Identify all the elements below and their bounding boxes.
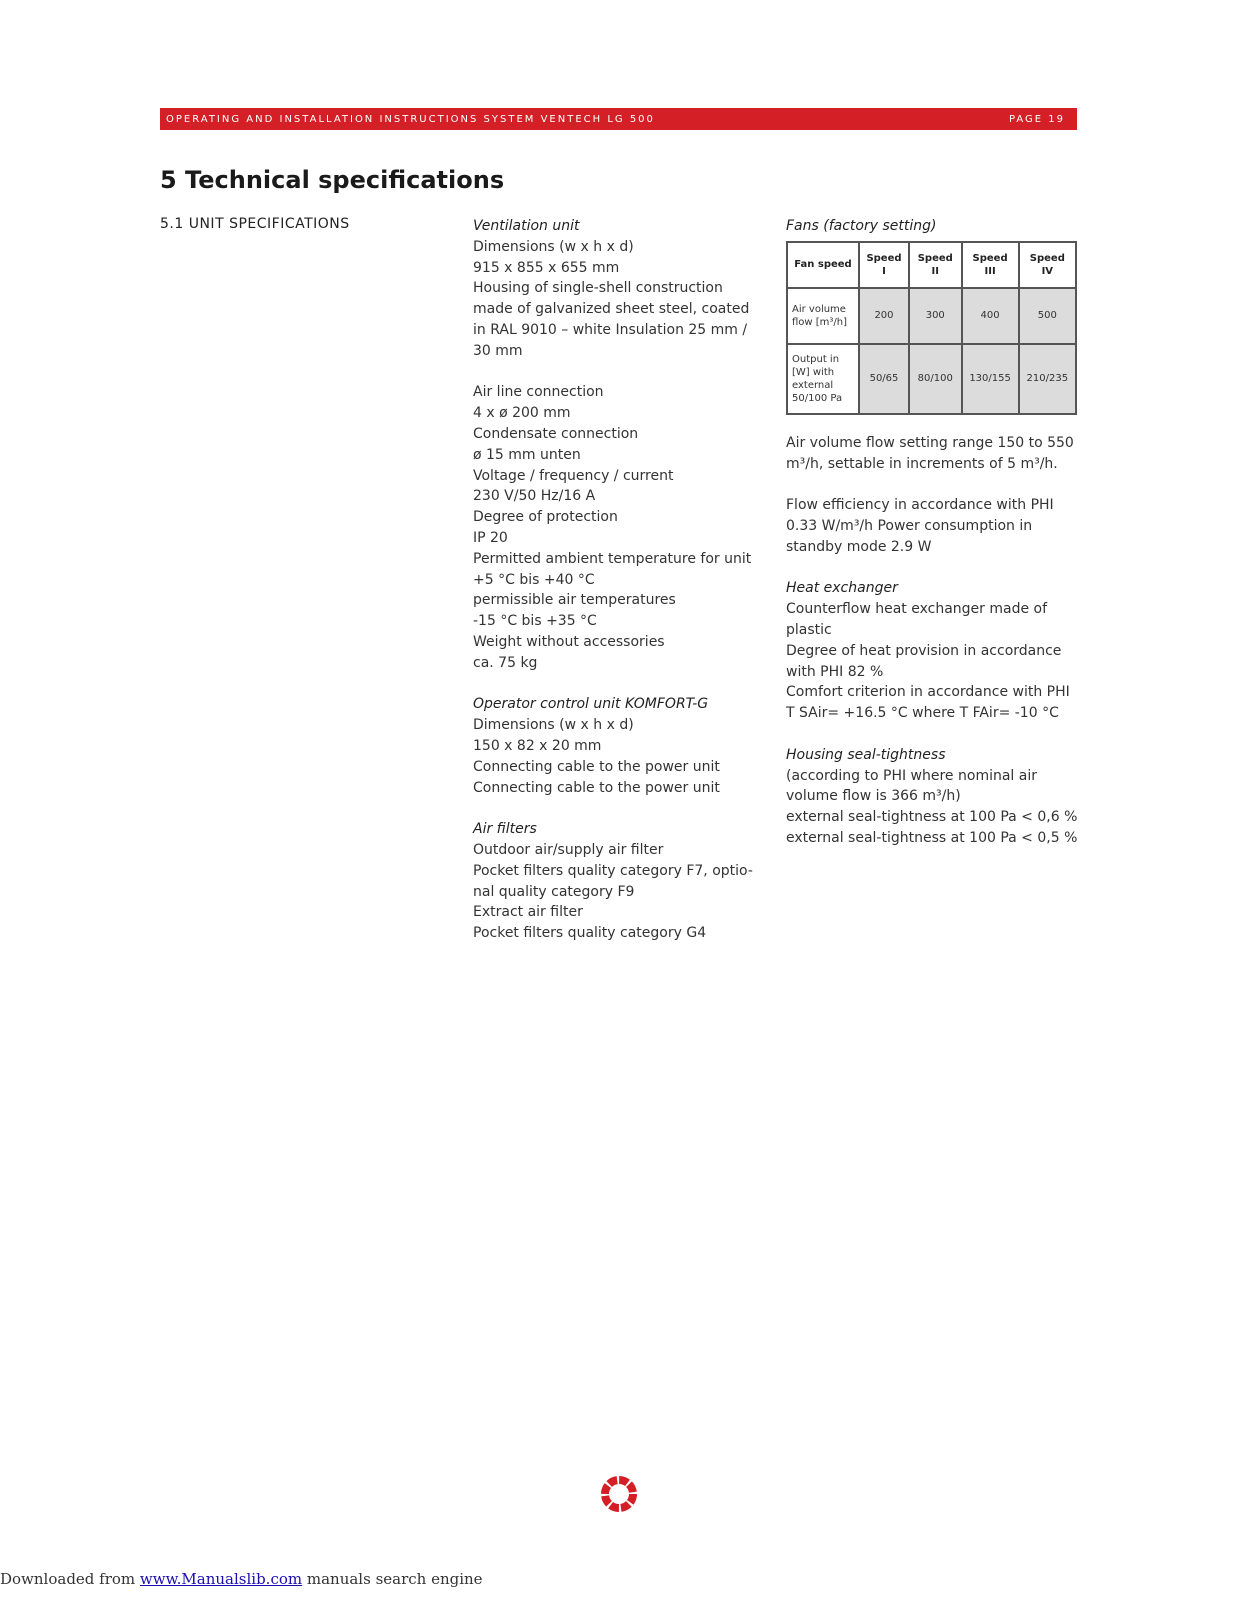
table-cell: 210/235 (1019, 344, 1076, 414)
brand-logo-icon (599, 1474, 639, 1514)
row-label-air-volume: Air volume flow [m³/h] (787, 288, 859, 344)
table-cell: 50/65 (859, 344, 909, 414)
manualslib-link[interactable]: www.Manualslib.com (139, 1570, 303, 1588)
spec-line: 230 V/50 Hz/16 A (473, 488, 596, 505)
spec-line: 915 x 855 x 655 mm (473, 259, 620, 276)
table-cell: 400 (962, 288, 1019, 344)
table-cell: 300 (909, 288, 962, 344)
table-cell: 80/100 (909, 344, 962, 414)
spec-line: Condensate connection (473, 425, 639, 442)
spec-column-left (473, 216, 763, 944)
spec-line: IP 20 (473, 529, 508, 546)
footer-suffix: manuals search engine (302, 1570, 483, 1588)
spec-line: Extract air filter (473, 904, 583, 921)
spec-line: Comfort criterion in accordance with PHI T SAir= +16.5 °C where T FAir= -10 °C (786, 684, 1070, 722)
housing-seal-heading: Housing seal-tightness (786, 746, 946, 763)
table-header-cell: Speed II (909, 242, 962, 288)
table-cell: 500 (1019, 288, 1076, 344)
heat-exchanger-heading: Heat exchanger (786, 580, 898, 597)
efficiency-text: Flow efficiency in accordance with PHI 0.33 W/m³/h Power consumption in standby mode 2.9 W (786, 497, 1054, 555)
spec-line: Connecting cable to the power unit (473, 758, 720, 775)
spec-line: 4 x ø 200 mm (473, 405, 571, 422)
page-title: 5 Technical specifications (160, 166, 505, 194)
table-header-cell: Speed I (859, 242, 909, 288)
running-header (160, 108, 1077, 130)
table-row (787, 288, 1076, 344)
spec-line: ø 15 mm unten (473, 446, 581, 463)
spec-line: external seal-tightness at 100 Pa < 0,5 % (786, 829, 1078, 846)
spec-line: Dimensions (w x h x d) (473, 717, 634, 734)
page-number: PAGE 19 (1008, 113, 1065, 125)
table-cell: 200 (859, 288, 909, 344)
spec-column-right (786, 216, 1078, 849)
spec-line: Outdoor air/supply air filter (473, 841, 664, 858)
spec-line: Pocket filters quality category F7, optio-nal quality category F9 (473, 862, 753, 900)
header-title: OPERATING AND INSTALLATION INSTRUCTIONS SYSTEM VENTECH LG 500 (166, 113, 655, 125)
operator-control-heading: Operator control unit KOMFORT-G (473, 696, 709, 713)
spec-line: (according to PHI where nominal air volume flow is 366 m³/h) (786, 767, 1037, 805)
footer-prefix: Downloaded from (0, 1570, 140, 1588)
spec-line: +5 °C bis +40 °C (473, 571, 595, 588)
air-filters-heading: Air filters (473, 821, 537, 838)
spec-line: Counterflow heat exchanger made of plastic (786, 601, 1048, 638)
section-heading: 5.1 UNIT SPECIFICATIONS (160, 216, 350, 232)
table-header-row (787, 242, 1076, 288)
table-header-cell: Speed III (962, 242, 1019, 288)
spec-line: Dimensions (w x h x d) (473, 238, 634, 255)
spec-line: Degree of heat provision in accordance with PHI 82 % (786, 642, 1062, 680)
row-label-output: Output in [W] with external 50/100 Pa (787, 344, 859, 414)
spec-line: Air line connection (473, 384, 604, 401)
spec-line: Degree of protection (473, 509, 618, 526)
setting-range-text: Air volume flow setting range 150 to 550 m³/h, settable in increments of 5 m³/h. (786, 434, 1074, 472)
spec-line: Housing of single-shell construction made of galvanized sheet steel, coated in RAL 9010 – white Insulation 25 mm / 30 mm (473, 280, 750, 359)
table-header-cell: Fan speed (787, 242, 859, 288)
spec-line: Connecting cable to the power unit (473, 779, 720, 796)
ventilation-unit-heading: Ventilation unit (473, 218, 580, 234)
spec-line: ca. 75 kg (473, 654, 538, 671)
table-header-cell: Speed IV (1019, 242, 1076, 288)
spec-line: external seal-tightness at 100 Pa < 0,6 % (786, 809, 1078, 826)
spec-line: Permitted ambient temperature for unit (473, 550, 752, 567)
spec-line: permissible air temperatures (473, 592, 676, 609)
table-cell: 130/155 (962, 344, 1019, 414)
spec-line: Voltage / frequency / current (473, 467, 674, 484)
spec-line: 150 x 82 x 20 mm (473, 737, 602, 754)
table-row (787, 344, 1076, 414)
download-footer (0, 1570, 483, 1588)
spec-line: Weight without accessories (473, 633, 665, 650)
spec-line: -15 °C bis +35 °C (473, 613, 597, 630)
fans-heading: Fans (factory setting) (786, 218, 937, 234)
spec-line: Pocket filters quality category G4 (473, 925, 707, 942)
fan-speed-table (786, 241, 1077, 415)
